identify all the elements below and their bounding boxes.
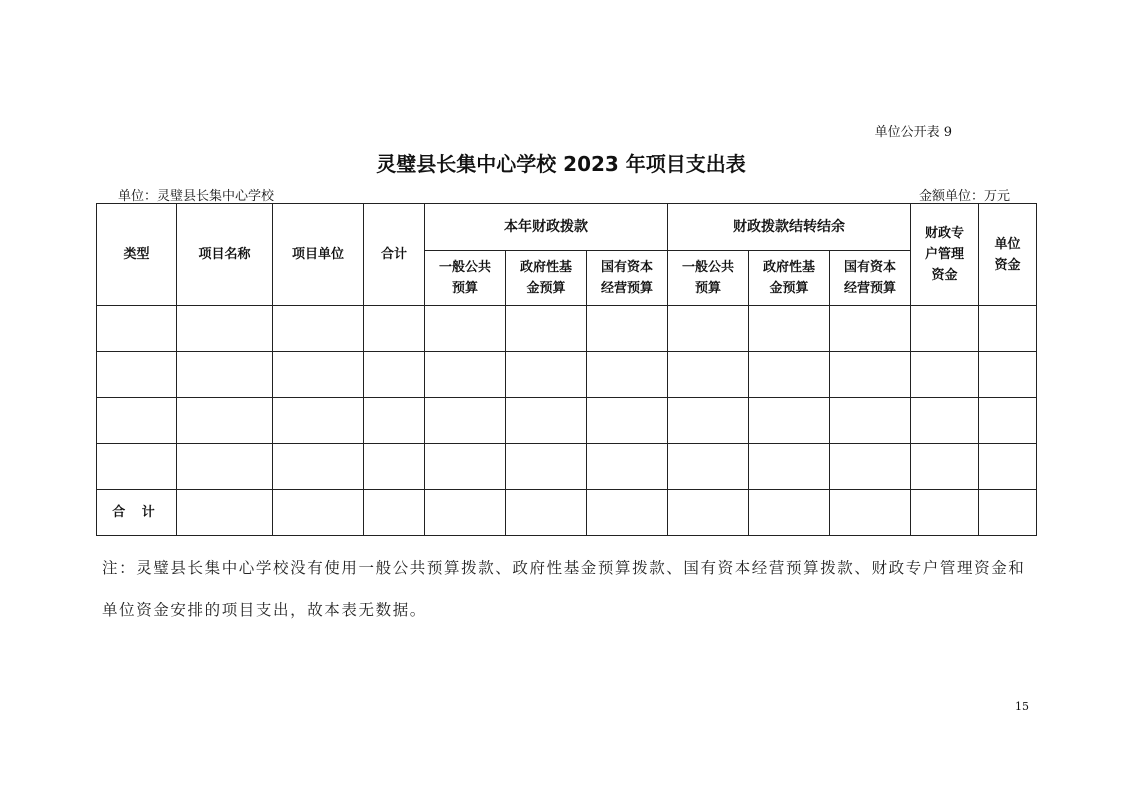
table-cell	[425, 444, 506, 490]
unit-label: 单位：灵璧县长集中心学校	[118, 189, 275, 204]
table-cell	[177, 444, 273, 490]
header-current-year-appropriation: 本年财政拨款	[425, 204, 668, 251]
table-cell	[830, 490, 911, 536]
table-cell	[425, 490, 506, 536]
table-cell	[911, 444, 979, 490]
table-cell	[979, 352, 1037, 398]
table-cell	[911, 398, 979, 444]
table-cell	[911, 306, 979, 352]
total-row-label: 合 计	[97, 490, 177, 536]
table-cell	[97, 306, 177, 352]
table-row	[97, 444, 1037, 490]
table-cell	[177, 306, 273, 352]
table-cell	[587, 490, 668, 536]
table-cell	[668, 398, 749, 444]
table-cell	[364, 352, 425, 398]
table-cell	[425, 398, 506, 444]
table-cell	[749, 444, 830, 490]
table-cell	[425, 352, 506, 398]
table-cell	[668, 352, 749, 398]
total-row	[97, 490, 1037, 536]
table-row	[97, 306, 1037, 352]
header-project-unit: 项目单位	[273, 204, 364, 306]
table-cell	[979, 490, 1037, 536]
table-cell	[749, 490, 830, 536]
table-cell	[97, 398, 177, 444]
header-general-budget: 一般公共预算	[425, 251, 506, 306]
table-cell	[587, 398, 668, 444]
table-cell	[668, 444, 749, 490]
table-cell	[506, 306, 587, 352]
header-carryover-general-budget: 一般公共预算	[668, 251, 749, 306]
table-cell	[177, 490, 273, 536]
table-cell	[425, 306, 506, 352]
table-cell	[273, 490, 364, 536]
table-cell	[364, 444, 425, 490]
table-cell	[97, 352, 177, 398]
table-cell	[587, 306, 668, 352]
table-cell	[749, 398, 830, 444]
table-row	[97, 352, 1037, 398]
table-cell	[979, 306, 1037, 352]
table-cell	[273, 306, 364, 352]
table-cell	[979, 398, 1037, 444]
table-cell	[506, 444, 587, 490]
table-cell	[830, 306, 911, 352]
form-number: 单位公开表 9	[874, 125, 952, 140]
table-cell	[364, 306, 425, 352]
header-carryover-gov-fund-budget: 政府性基金预算	[749, 251, 830, 306]
table-cell	[273, 444, 364, 490]
table-row	[97, 398, 1037, 444]
table-cell	[177, 398, 273, 444]
table-cell	[364, 490, 425, 536]
table-cell	[979, 444, 1037, 490]
table-cell	[587, 444, 668, 490]
table-cell	[364, 398, 425, 444]
header-unit-funds: 单位资金	[979, 204, 1037, 306]
table-cell	[830, 352, 911, 398]
header-carryover-state-capital-budget: 国有资本经营预算	[830, 251, 911, 306]
table-cell	[749, 352, 830, 398]
page-number: 15	[1015, 700, 1029, 713]
project-expenditure-table	[96, 203, 1037, 536]
header-row-1	[97, 204, 1037, 251]
table-cell	[668, 490, 749, 536]
table-cell	[506, 490, 587, 536]
table-cell	[177, 352, 273, 398]
header-special-account-funds: 财政专户管理资金	[911, 204, 979, 306]
table-note: 注：灵璧县长集中心学校没有使用一般公共预算拨款、政府性基金预算拨款、国有资本经营预算拨款、财政专户管理资金和单位资金安排的项目支出，故本表无数据。	[102, 559, 1026, 619]
amount-unit-label: 金额单位：万元	[918, 189, 1010, 204]
table-cell	[587, 352, 668, 398]
table-cell	[911, 352, 979, 398]
table-cell	[97, 444, 177, 490]
table-cell	[830, 398, 911, 444]
table-cell	[506, 398, 587, 444]
header-project-name: 项目名称	[177, 204, 273, 306]
table-cell	[749, 306, 830, 352]
page-title: 灵璧县长集中心学校 2023 年项目支出表	[376, 152, 746, 176]
table-cell	[668, 306, 749, 352]
table-cell	[273, 352, 364, 398]
table-cell	[830, 444, 911, 490]
header-type: 类型	[97, 204, 177, 306]
header-state-capital-budget: 国有资本经营预算	[587, 251, 668, 306]
table-cell	[506, 352, 587, 398]
header-gov-fund-budget: 政府性基金预算	[506, 251, 587, 306]
header-total: 合计	[364, 204, 425, 306]
header-appropriation-carryover: 财政拨款结转结余	[668, 204, 911, 251]
table-cell	[273, 398, 364, 444]
table-cell	[911, 490, 979, 536]
